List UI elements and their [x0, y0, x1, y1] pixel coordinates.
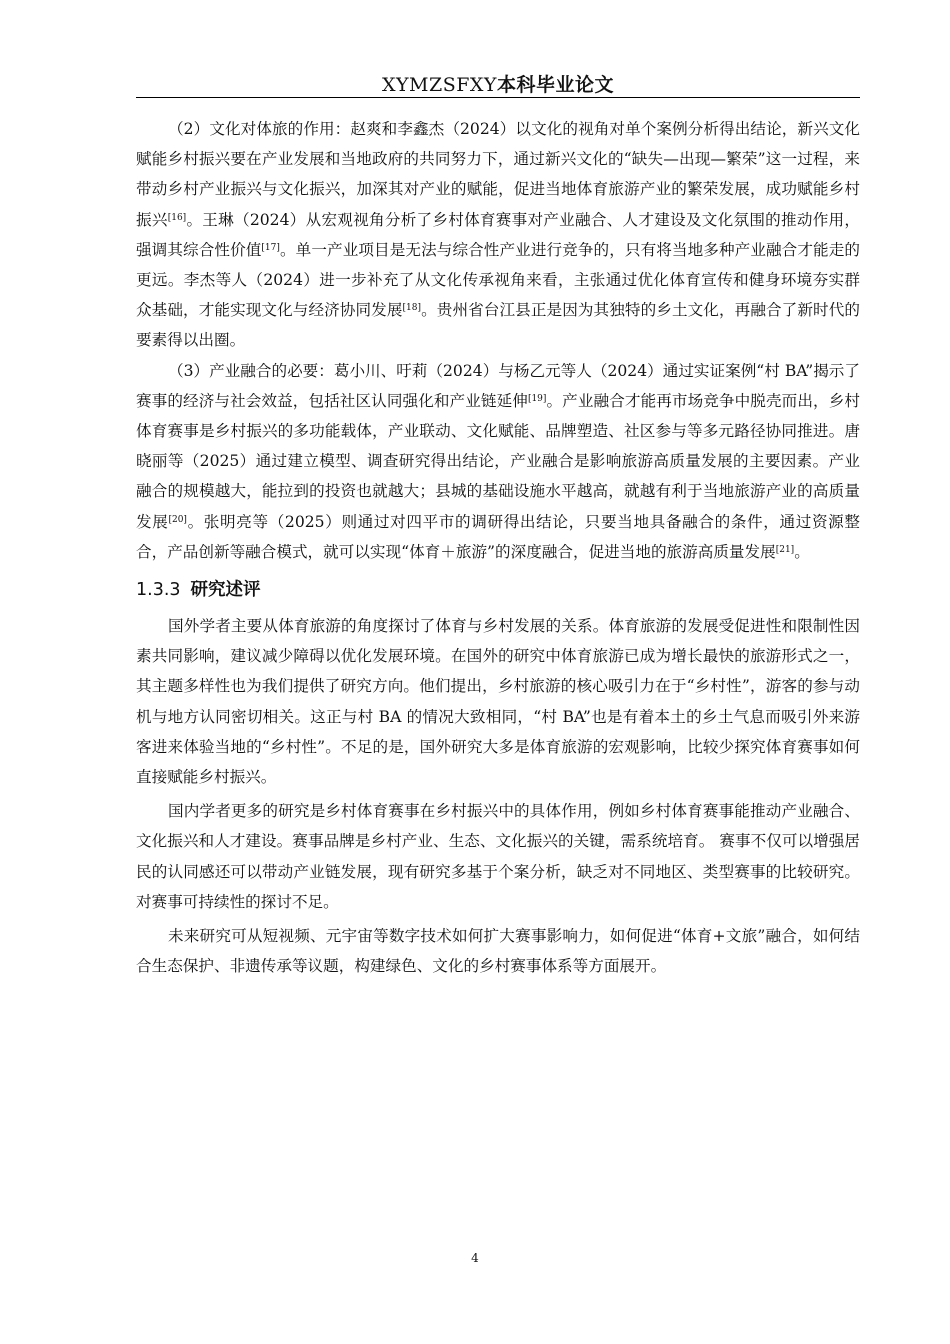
citation-16: [16] [167, 212, 187, 223]
header-title-cn: 本科毕业论文 [496, 75, 614, 96]
review-paragraph-future: 未来研究可从短视频、元宇宙等数字技术如何扩大赛事影响力，如何促进“体育+文旅”融合，如何结合生态保护、非遗传承等议题，构建绿色、文化的乡村赛事体系等方面展开。 [136, 927, 860, 976]
body-content [136, 114, 860, 981]
review-paragraph-foreign: 国外学者主要从体育旅游的角度探讨了体育与乡村发展的关系。体育旅游的发展受促进性和限制性因素共同影响，建议减少障碍以优化发展环境。在国外的研究中体育旅游已成为增长最快的旅游形式之一，其主题多样性也为我们提供了研究方向。他们提出，乡村旅游的核心吸引力在于“乡村性”，游客的参与动机与地方认同密切相关。这正与村 BA 的情况大致相同，“村 BA”也是有着本土的乡土气息而吸引外来游客进来体验当地的“乡村性”。不足的是，国外研究大多是体育旅游的宏观影响，比较少探究体育赛事如何直接赋能乡村振兴。 [136, 617, 860, 787]
header-title-latin: XYMZSFXY [381, 74, 497, 96]
citation-20: [20] [168, 514, 187, 525]
review-paragraph-domestic: 国内学者更多的研究是乡村体育赛事在乡村振兴中的具体作用，例如乡村体育赛事能推动产业融合、文化振兴和人才建设。赛事品牌是乡村产业、生态、文化振兴的关键，需系统培育。 赛事不仅可以增强居民的认同感还可以带动产业链发展，现有研究多基于个案分析，缺乏对不同地区、类型赛事的比较研究。对赛事可持续性的探讨不足。 [136, 802, 860, 911]
page-number: 4 [471, 1251, 479, 1265]
citation-18: [18] [402, 303, 422, 314]
header-rule [136, 97, 860, 98]
paragraph-industry-integration: （3）产业融合的必要：葛小川、吁莉（2024）与杨乙元等人（2024）通过实证案例“村 BA”揭示了赛事的经济与社会效益，包括社区认同强化和产业链延伸[19]。产业融合才能再市场竞争中脱壳而出，乡村体育赛事是乡村振兴的多功能载体，产业联动、文化赋能、品牌塑造、社区参与等多元路径协同推进。唐晓丽等（2025）通过建立模型、调查研究得出结论，产业融合是影响旅游高质量发展的主要因素。产业融合的规模越大，能拉到的投资也就越大；县城的基础设施水平越高，就越有利于当地旅游产业的高质量发展[20]。张明亮等（2025）则通过对四平市的调研得出结论，只要当地具备融合的条件，通过资源整合，产品创新等融合模式，就可以实现“体育＋旅游”的深度融合，促进当地的旅游高质量发展[21]。 [136, 361, 860, 561]
citation-17: [17] [261, 242, 280, 253]
section-number: 1.3.3 [136, 580, 181, 601]
paragraph-culture-role: （2）文化对体旅的作用：赵爽和李鑫杰（2024）以文化的视角对单个案例分析得出结论，新兴文化赋能乡村振兴要在产业发展和当地政府的共同努力下，通过新兴文化的“缺失—出现—繁荣”这一过程，来带动乡村产业振兴与文化振兴，加深其对产业的赋能，促进当地体育旅游产业的繁荣发展，成功赋能乡村振兴[16]。王琳（2024）从宏观视角分析了乡村体育赛事对产业融合、人才建设及文化氛围的推动作用，强调其综合性价值[17]。单一产业项目是无法与综合性产业进行竞争的，只有将当地多种产业融合才能走的更远。李杰等人（2024）进一步补充了从文化传承视角来看，主张通过优化体育宣传和健身环境夯实群众基础，才能实现文化与经济协同发展[18]。贵州省台江县正是因为其独特的乡土文化，再融合了新时代的要素得以出圈。 [136, 120, 860, 350]
citation-19: [19] [527, 393, 547, 404]
page-header [136, 70, 860, 97]
section-title: 研究述评 [190, 580, 261, 601]
section-heading [136, 575, 860, 605]
citation-21: [21] [775, 544, 795, 555]
